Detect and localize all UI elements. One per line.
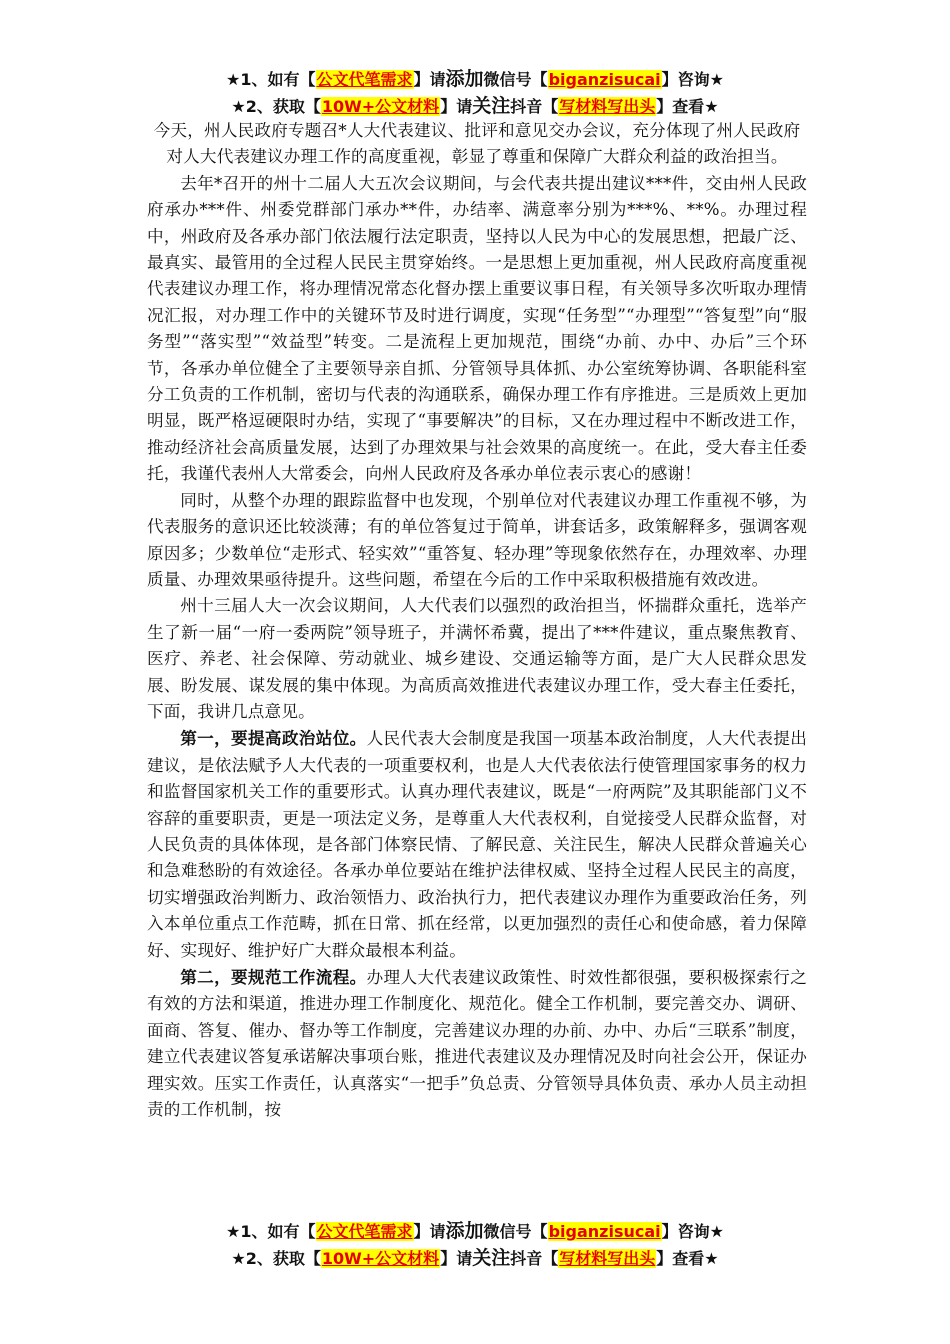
section-heading: 第二，要规范工作流程。	[180, 967, 367, 987]
banner-text: 抖音【	[510, 97, 559, 116]
top-banner	[0, 66, 950, 120]
paragraph: 同时，从整个办理的跟踪监督中也发现，个别单位对代表建议办理工作重视不够，为代表服务的意识还比较淡薄；有的单位答复过于简单，讲套话多，政策解释多，强调客观原因多；少数单位“走形式、轻实效”“重答复、轻办理”等现象依然存在，办理效率、办理质量、办理效果亟待提升。这些问题，希望在今后的工作中采取积极措施有效改进。	[147, 490, 807, 589]
banner-text: ★1、如有【	[226, 70, 316, 89]
banner-line-1	[0, 66, 950, 93]
banner-highlight: biganzisucai	[548, 70, 661, 89]
banner-highlight: 写材料写出头	[559, 97, 656, 116]
intro-paragraph: 今天，州人民政府专题召*人大代表建议、批评和意见交办会议，充分体现了州人民政府对人大代表建议办理工作的高度重视，彰显了尊重和保障广大群众利益的政治担当。	[153, 121, 801, 167]
banner-text: 】请	[413, 70, 446, 89]
banner-text: ★2、获取【	[231, 1249, 321, 1268]
banner-highlight: 公文代笔需求	[316, 1222, 413, 1241]
banner-highlight: 写材料写出头	[559, 1249, 656, 1268]
paragraph	[147, 964, 807, 1123]
banner-text: 】查看★	[656, 1249, 719, 1268]
banner-text: 】查看★	[656, 97, 719, 116]
banner-text: 】请	[440, 97, 473, 116]
banner-highlight: 10W+公文材料	[321, 1249, 440, 1268]
banner-highlight: 10W+公文材料	[321, 97, 440, 116]
banner-line-1	[0, 1218, 950, 1245]
banner-text: 】咨询★	[661, 70, 724, 89]
banner-text: 微信号【	[483, 70, 548, 89]
banner-text: 】请	[440, 1249, 473, 1268]
section-body: 人民代表大会制度是我国一项基本政治制度，人大代表提出建议，是依法赋予人大代表的一项重要权利，也是人大代表依法行使管理国家事务的权力和监督国家机关工作的重要形式。认真办理代表建议，既是“一府两院”及其职能部门义不容辞的重要职责，更是一项法定义务，是尊重人大代表权利，自觉接受人民群众监督，对人民负责的具体体现，是各部门体察民情、了解民意、关注民生，解决人民群众普遍关心和急难愁盼的有效途径。各承办单位要站在维护法律权威、坚持全过程人民民主的高度，切实增强政治判断力、政治领悟力、政治执行力，把代表建议办理作为重要政治任务，列入本单位重点工作范畴，抓在日常、抓在经常，以更加强烈的责任心和使命感，着力保障好、实现好、维护好广大群众最根本利益。	[147, 729, 808, 960]
section-heading: 第一，要提高政治站位。	[180, 728, 367, 749]
banner-text: 抖音【	[510, 1249, 559, 1268]
banner-line-2	[0, 1245, 950, 1272]
banner-text: ★1、如有【	[226, 1222, 316, 1241]
banner-emphasis: 添加	[445, 68, 484, 90]
banner-text: 微信号【	[483, 1222, 548, 1241]
bottom-banner	[0, 1218, 950, 1272]
banner-text: ★2、获取【	[231, 97, 321, 116]
banner-emphasis: 关注	[472, 95, 511, 117]
banner-emphasis: 关注	[472, 1247, 511, 1269]
banner-highlight: biganzisucai	[548, 1222, 661, 1241]
paragraph: 州十三届人大一次会议期间，人大代表们以强烈的政治担当，怀揣群众重托，选举产生了新一届“一府一委两院”领导班子，并满怀希冀，提出了***件建议，重点聚焦教育、医疗、养老、社会保障、劳动就业、城乡建设、交通运输等方面，是广大人民群众思发展、盼发展、谋发展的集中体现。为高质高效推进代表建议办理工作，受大春主任委托，下面，我讲几点意见。	[147, 596, 807, 721]
banner-text: 】请	[413, 1222, 446, 1241]
paragraph	[147, 725, 807, 964]
banner-emphasis: 添加	[445, 1220, 484, 1242]
banner-highlight: 公文代笔需求	[316, 70, 413, 89]
banner-text: 】咨询★	[661, 1222, 724, 1241]
paragraph: 去年*召开的州十二届人大五次会议期间，与会代表共提出建议***件，交由州人民政府承办***件、州委党群部门承办**件，办结率、满意率分别为***%、**%。办理过程中，州政府及各承办部门依法履行法定职责，坚持以人民为中心的发展思想，把最广泛、最真实、最管用的全过程人民民主贯穿始终。一是思想上更加重视，州人民政府高度重视代表建议办理工作，将办理情况常态化督办摆上重要议事日程，有关领导多次听取办理情况汇报，对办理工作中的关键环节及时进行调度，实现“任务型”“办理型”“答复型”向“服务型”“落实型”“效益型”转变。二是流程上更加规范，围绕“办前、办中、办后”三个环节，各承办单位健全了主要领导亲自抓、分管领导具体抓、办公室统筹协调、各职能科室分工负责的工作机制，密切与代表的沟通联系，确保办理工作有序推进。三是质效上更加明显，既严格逗硬限时办结，实现了“事要解决”的目标，又在办理过程中不断改进工作，推动经济社会高质量发展，达到了办理效果与社会效果的高度统一。在此，受大春主任委托，我谨代表州人大常委会，向州人民政府及各承办单位表示衷心的感谢！	[147, 173, 807, 484]
article-body	[147, 118, 807, 1123]
section-body: 办理人大代表建议政策性、时效性都很强，要积极探索行之有效的方法和渠道，推进办理工作制度化、规范化。健全工作机制，要完善交办、调研、面商、答复、催办、督办等工作制度，完善建议办理的办前、办中、办后“三联系”制度，建立代表建议答复承诺解决事项台账，推进代表建议及办理情况及时向社会公开，保证办理实效。压实工作责任，认真落实“一把手”负总责、分管领导具体负责、承办人员主动担责的工作机制，按	[147, 968, 808, 1120]
banner-line-2	[0, 93, 950, 120]
